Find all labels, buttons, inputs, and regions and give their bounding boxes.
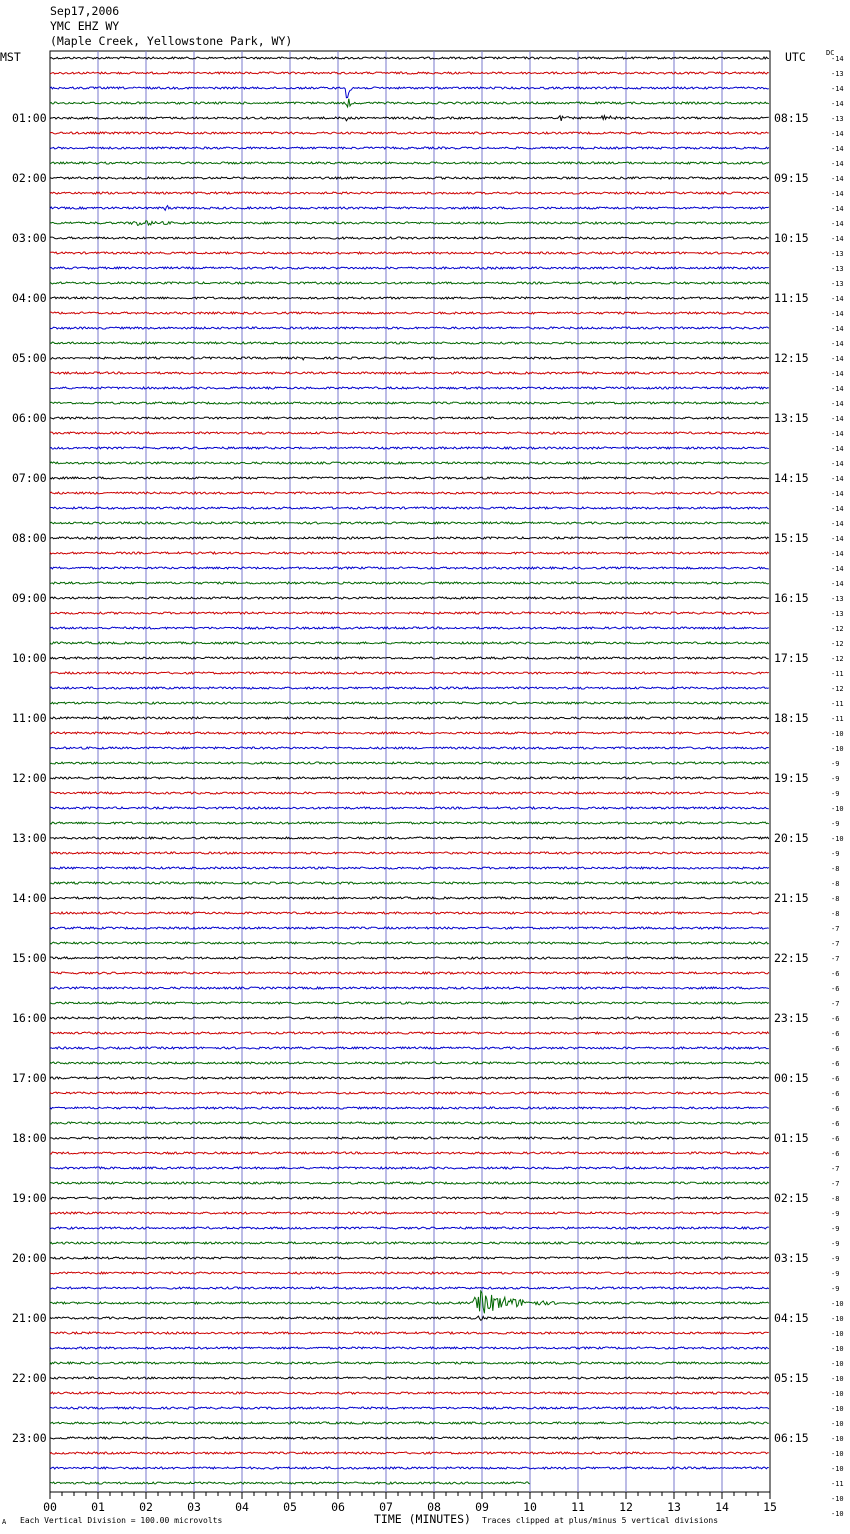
seismic-trace	[50, 447, 769, 449]
x-tick-label: 12	[619, 1500, 633, 1514]
seismic-trace	[50, 1152, 769, 1154]
mst-hour-label: 15:00	[12, 951, 47, 965]
seismic-trace	[50, 1002, 769, 1004]
seismic-trace	[50, 1242, 769, 1244]
seismic-trace	[50, 897, 769, 899]
mst-hour-label: 02:00	[12, 171, 47, 185]
dc-offset-value: -13	[831, 265, 844, 273]
dc-offset-value: -14	[831, 505, 844, 513]
utc-hour-label: 00:15	[774, 1071, 809, 1085]
dc-offset-value: -6	[831, 1075, 840, 1083]
dc-offset-header: DC	[826, 49, 835, 57]
dc-offset-value: -14	[831, 175, 844, 183]
dc-offset-value: -9	[831, 760, 840, 768]
dc-offset-value: -14	[831, 490, 844, 498]
dc-offset-value: -8	[831, 865, 840, 873]
x-tick-label: 05	[283, 1500, 297, 1514]
dc-offset-value: -10	[831, 1405, 844, 1413]
seismic-trace	[50, 252, 769, 254]
seismic-trace	[50, 387, 769, 389]
seismic-trace	[50, 402, 769, 404]
dc-offset-value: -14	[831, 445, 844, 453]
dc-offset-value: -8	[831, 880, 840, 888]
mst-hour-label: 09:00	[12, 591, 47, 605]
dc-offset-value: -10	[831, 1315, 844, 1323]
mst-hour-label: 04:00	[12, 291, 47, 305]
dc-offset-value: -10	[831, 1300, 844, 1308]
dc-offset-value: -7	[831, 1000, 840, 1008]
dc-offset-value: -11	[831, 670, 844, 678]
dc-offset-value: -13	[831, 70, 844, 78]
dc-offset-value: -14	[831, 400, 844, 408]
dc-offset-value: -14	[831, 340, 844, 348]
seismic-trace	[50, 957, 769, 959]
seismic-trace	[50, 177, 769, 179]
seismic-trace	[50, 372, 769, 374]
utc-hour-label: 13:15	[774, 411, 809, 425]
seismic-trace	[50, 327, 769, 329]
seismic-trace	[50, 1077, 769, 1079]
seismic-trace	[50, 702, 769, 704]
seismic-trace	[50, 942, 769, 944]
date-label: Sep17,2006	[50, 4, 120, 18]
seismic-trace	[50, 192, 769, 194]
seismic-trace	[50, 417, 769, 419]
seismic-trace	[50, 1392, 769, 1394]
dc-offset-value: -10	[831, 1390, 844, 1398]
dc-offset-value: -9	[831, 820, 840, 828]
dc-offset-value: -13	[831, 595, 844, 603]
dc-offset-value: -14	[831, 460, 844, 468]
location-label: (Maple Creek, Yellowstone Park, WY)	[50, 34, 293, 48]
dc-offset-value: -10	[831, 1450, 844, 1458]
seismic-trace	[50, 1291, 769, 1313]
seismic-trace	[50, 1347, 769, 1349]
seismic-trace	[50, 627, 769, 629]
utc-hour-label: 22:15	[774, 951, 809, 965]
seismic-trace	[50, 1332, 769, 1334]
mst-hour-label: 17:00	[12, 1071, 47, 1085]
seismic-trace	[50, 72, 769, 74]
x-tick-label: 06	[331, 1500, 345, 1514]
dc-offset-value: -9	[831, 1240, 840, 1248]
dc-offset-value: -10	[831, 1465, 844, 1473]
x-tick-label: 01	[91, 1500, 105, 1514]
mst-hour-label: 20:00	[12, 1251, 47, 1265]
dc-offset-value: -6	[831, 985, 840, 993]
seismic-trace	[50, 1017, 769, 1019]
dc-offset-value: -14	[831, 145, 844, 153]
seismic-trace	[50, 657, 769, 659]
dc-offset-value: -14	[831, 430, 844, 438]
dc-offset-value: -12	[831, 685, 844, 693]
utc-hour-label: 10:15	[774, 231, 809, 245]
dc-offset-value: -9	[831, 1270, 840, 1278]
dc-offset-value: -8	[831, 1195, 840, 1203]
dc-offset-value: -14	[831, 160, 844, 168]
dc-offset-value: -9	[831, 1255, 840, 1263]
dc-offset-value: -14	[831, 130, 844, 138]
mst-hour-label: 14:00	[12, 891, 47, 905]
seismic-trace	[50, 882, 769, 884]
dc-offset-value: -7	[831, 955, 840, 963]
dc-offset-value: -9	[831, 850, 840, 858]
utc-hour-label: 20:15	[774, 831, 809, 845]
dc-offset-value: -9	[831, 1225, 840, 1233]
seismic-trace	[50, 237, 769, 239]
utc-hour-label: 05:15	[774, 1371, 809, 1385]
utc-hour-label: 16:15	[774, 591, 809, 605]
dc-offset-value: -6	[831, 970, 840, 978]
dc-offset-value: -10	[831, 805, 844, 813]
seismic-trace	[50, 597, 769, 599]
utc-hour-label: 15:15	[774, 531, 809, 545]
seismic-trace	[50, 492, 769, 494]
dc-offset-value: -6	[831, 1150, 840, 1158]
dc-offset-value: -13	[831, 250, 844, 258]
mst-hour-label: 01:00	[12, 111, 47, 125]
seismic-trace	[50, 672, 769, 674]
dc-offset-value: -10	[831, 745, 844, 753]
x-axis-title: TIME (MINUTES)	[374, 1512, 471, 1526]
dc-offset-value: -6	[831, 1045, 840, 1053]
dc-offset-value: -13	[831, 280, 844, 288]
seismic-trace	[50, 852, 769, 854]
dc-offset-value: -10	[831, 1420, 844, 1428]
x-tick-label: 03	[187, 1500, 201, 1514]
dc-offset-value: -14	[831, 220, 844, 228]
seismic-trace	[50, 1047, 769, 1049]
seismic-trace	[50, 807, 769, 809]
mst-hour-label: 16:00	[12, 1011, 47, 1025]
dc-offset-value: -6	[831, 1060, 840, 1068]
dc-offset-value: -14	[831, 235, 844, 243]
seismic-trace	[50, 762, 769, 764]
seismic-trace	[50, 1362, 769, 1364]
x-tick-label: 09	[475, 1500, 489, 1514]
seismic-trace	[50, 1107, 769, 1109]
seismic-trace	[50, 1316, 769, 1320]
dc-offset-value: -10	[831, 730, 844, 738]
x-tick-label: 08	[427, 1500, 441, 1514]
station-label: YMC EHZ WY	[50, 19, 120, 33]
dc-offset-value: -8	[831, 895, 840, 903]
dc-offset-value: -10	[831, 1435, 844, 1443]
right-timezone-label: UTC	[785, 50, 806, 64]
plot-frame	[50, 51, 770, 1492]
seismic-trace	[50, 1122, 769, 1124]
seismic-trace	[50, 312, 769, 314]
utc-hour-label: 14:15	[774, 471, 809, 485]
seismic-trace	[50, 221, 769, 226]
x-tick-label: 15	[763, 1500, 777, 1514]
x-tick-label: 07	[379, 1500, 393, 1514]
dc-offset-value: -7	[831, 925, 840, 933]
seismic-trace	[50, 162, 769, 164]
seismic-trace	[50, 717, 769, 719]
dc-offset-value: -10	[831, 1345, 844, 1353]
seismic-trace	[50, 147, 769, 149]
dc-offset-value: -8	[831, 910, 840, 918]
dc-offset-value: -6	[831, 1135, 840, 1143]
seismic-trace	[50, 777, 769, 779]
seismic-trace	[50, 342, 769, 344]
utc-hour-label: 09:15	[774, 171, 809, 185]
dc-offset-value: -14	[831, 535, 844, 543]
seismic-trace	[50, 567, 769, 569]
dc-offset-value: -10	[831, 1510, 844, 1518]
seismic-trace	[50, 1287, 769, 1289]
seismic-trace	[50, 582, 769, 584]
x-tick-label: 14	[715, 1500, 729, 1514]
seismic-trace	[50, 132, 769, 134]
dc-offset-value: -6	[831, 1030, 840, 1038]
seismic-trace	[50, 1257, 769, 1259]
dc-offset-value: -14	[831, 325, 844, 333]
seismic-trace	[50, 432, 769, 434]
seismic-trace	[50, 507, 769, 509]
dc-offset-value: -14	[831, 550, 844, 558]
mst-hour-label: 03:00	[12, 231, 47, 245]
seismic-trace	[50, 1422, 769, 1424]
seismic-trace	[50, 1197, 769, 1199]
dc-offset-value: -14	[831, 475, 844, 483]
mst-hour-label: 08:00	[12, 531, 47, 545]
mst-hour-label: 22:00	[12, 1371, 47, 1385]
dc-offset-value: -14	[831, 310, 844, 318]
seismic-trace	[50, 1167, 769, 1169]
dc-offset-value: -14	[831, 355, 844, 363]
seismic-trace	[50, 282, 769, 284]
dc-offset-value: -11	[831, 1480, 844, 1488]
seismic-trace	[50, 1407, 769, 1409]
seismic-trace	[50, 837, 769, 839]
seismic-trace	[50, 267, 769, 269]
x-tick-label: 11	[571, 1500, 585, 1514]
dc-offset-value: -12	[831, 655, 844, 663]
seismic-trace	[50, 1467, 769, 1469]
seismic-trace	[50, 1377, 769, 1379]
seismic-trace	[50, 687, 769, 689]
dc-offset-value: -7	[831, 1165, 840, 1173]
dc-offset-value: -7	[831, 940, 840, 948]
utc-hour-label: 23:15	[774, 1011, 809, 1025]
seismic-trace	[50, 116, 769, 121]
dc-offset-value: -14	[831, 190, 844, 198]
seismic-trace	[50, 206, 769, 211]
clip-note: Traces clipped at plus/minus 5 vertical divisions	[482, 1516, 719, 1525]
seismic-trace	[50, 612, 769, 614]
dc-offset-value: -6	[831, 1090, 840, 1098]
seismic-trace	[50, 1212, 769, 1214]
dc-offset-value: -12	[831, 625, 844, 633]
seismic-trace	[50, 972, 769, 974]
utc-hour-label: 02:15	[774, 1191, 809, 1205]
dc-offset-value: -11	[831, 700, 844, 708]
seismic-trace	[50, 99, 769, 107]
seismic-trace	[50, 537, 769, 539]
seismic-trace	[50, 1032, 769, 1034]
dc-offset-value: -14	[831, 565, 844, 573]
seismic-trace	[50, 552, 769, 554]
dc-offset-value: -14	[831, 415, 844, 423]
utc-hour-label: 17:15	[774, 651, 809, 665]
dc-offset-value: -7	[831, 1180, 840, 1188]
x-tick-label: 00	[43, 1500, 57, 1514]
dc-offset-value: -14	[831, 370, 844, 378]
dc-offset-value: -9	[831, 1210, 840, 1218]
x-tick-label: 13	[667, 1500, 681, 1514]
seismic-trace	[50, 792, 769, 794]
mst-hour-label: 21:00	[12, 1311, 47, 1325]
dc-offset-value: -10	[831, 1360, 844, 1368]
seismic-trace	[50, 642, 769, 644]
dc-offset-value: -6	[831, 1105, 840, 1113]
mst-hour-label: 11:00	[12, 711, 47, 725]
dc-offset-value: -13	[831, 115, 844, 123]
mst-hour-label: 06:00	[12, 411, 47, 425]
seismic-trace	[50, 822, 769, 824]
utc-hour-label: 08:15	[774, 111, 809, 125]
utc-hour-label: 06:15	[774, 1431, 809, 1445]
x-tick-label: 04	[235, 1500, 249, 1514]
dc-offset-value: -10	[831, 1495, 844, 1503]
left-timezone-label: MST	[0, 50, 21, 64]
dc-offset-value: -14	[831, 55, 844, 63]
seismic-trace	[50, 1437, 769, 1439]
x-tick-label: 02	[139, 1500, 153, 1514]
utc-hour-label: 21:15	[774, 891, 809, 905]
utc-hour-label: 11:15	[774, 291, 809, 305]
dc-offset-value: -14	[831, 100, 844, 108]
seismic-trace	[50, 357, 769, 360]
mst-hour-label: 12:00	[12, 771, 47, 785]
dc-offset-value: -14	[831, 580, 844, 588]
seismic-trace	[50, 1272, 769, 1274]
utc-hour-label: 18:15	[774, 711, 809, 725]
seismic-trace	[50, 1092, 769, 1094]
dc-offset-value: -12	[831, 640, 844, 648]
dc-offset-value: -9	[831, 790, 840, 798]
utc-hour-label: 19:15	[774, 771, 809, 785]
mst-hour-label: 10:00	[12, 651, 47, 665]
seismic-trace	[50, 297, 769, 299]
dc-offset-value: -10	[831, 1375, 844, 1383]
seismic-trace	[50, 57, 769, 59]
mst-hour-label: 23:00	[12, 1431, 47, 1445]
dc-offset-value: -14	[831, 295, 844, 303]
seismic-trace	[50, 987, 769, 989]
mst-hour-label: 19:00	[12, 1191, 47, 1205]
utc-hour-label: 03:15	[774, 1251, 809, 1265]
seismic-trace	[50, 462, 769, 464]
mst-hour-label: 18:00	[12, 1131, 47, 1145]
dc-offset-value: -11	[831, 715, 844, 723]
dc-offset-value: -14	[831, 520, 844, 528]
seismic-trace	[50, 87, 769, 98]
dc-offset-value: -14	[831, 85, 844, 93]
seismic-trace	[50, 1452, 769, 1454]
dc-offset-value: -6	[831, 1015, 840, 1023]
dc-offset-value: -10	[831, 835, 844, 843]
seismic-trace	[50, 522, 769, 524]
seismic-trace	[50, 867, 769, 869]
mst-hour-label: 05:00	[12, 351, 47, 365]
utc-hour-label: 12:15	[774, 351, 809, 365]
vertical-division-note: Each Vertical Division = 100.00 microvolts	[20, 1516, 223, 1525]
dc-offset-value: -9	[831, 1285, 840, 1293]
seismic-trace	[50, 927, 769, 929]
x-tick-label: 10	[523, 1500, 537, 1514]
seismic-trace	[50, 1062, 769, 1064]
dc-offset-value: -9	[831, 775, 840, 783]
mst-hour-label: 07:00	[12, 471, 47, 485]
dc-offset-value: -14	[831, 205, 844, 213]
corner-mark: A	[2, 1518, 7, 1526]
seismic-trace	[50, 477, 769, 479]
seismic-trace	[50, 732, 769, 734]
seismic-trace	[50, 1227, 769, 1229]
mst-hour-label: 13:00	[12, 831, 47, 845]
utc-hour-label: 01:15	[774, 1131, 809, 1145]
utc-hour-label: 04:15	[774, 1311, 809, 1325]
seismic-trace	[50, 1182, 769, 1184]
seismic-trace	[50, 1137, 769, 1139]
dc-offset-value: -6	[831, 1120, 840, 1128]
dc-offset-value: -13	[831, 610, 844, 618]
seismic-trace	[50, 912, 769, 914]
dc-offset-value: -10	[831, 1330, 844, 1338]
seismic-trace	[50, 747, 769, 749]
dc-offset-value: -14	[831, 385, 844, 393]
